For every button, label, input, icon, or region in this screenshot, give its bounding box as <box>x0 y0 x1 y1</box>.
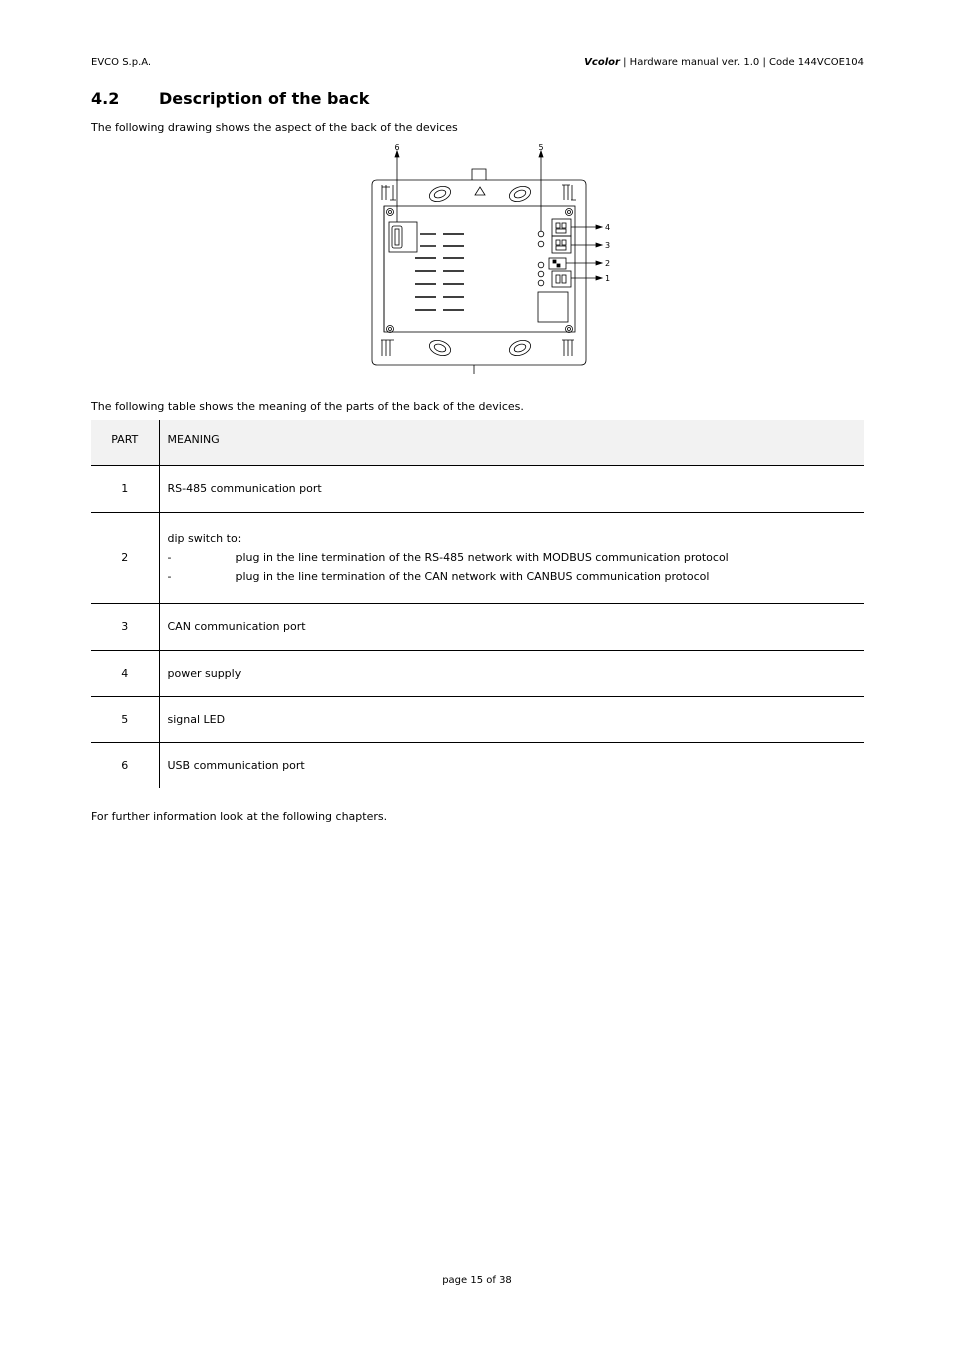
device-back-drawing <box>360 140 620 376</box>
callout-4: 4 <box>605 223 611 232</box>
callout-3: 3 <box>605 241 611 250</box>
part-number: 5 <box>91 696 159 742</box>
closing-text: For further information look at the following chapters. <box>91 810 388 823</box>
table-header-row <box>91 420 864 465</box>
part-meaning: power supply <box>159 650 864 696</box>
table-row <box>91 603 864 650</box>
part-meaning <box>159 512 864 603</box>
part-number: 2 <box>91 512 159 603</box>
header-part: PART <box>91 420 159 465</box>
part-number: 3 <box>91 603 159 650</box>
bullet-text: plug in the line termination of the CAN network with CANBUS communication protocol <box>235 570 710 583</box>
table-row <box>91 742 864 788</box>
dip-switch-bullet <box>168 551 865 564</box>
bullet-dash: - <box>167 570 172 583</box>
callout-6: 6 <box>394 143 400 152</box>
section-number: 4.2 <box>91 89 120 108</box>
callout-1: 1 <box>605 274 611 283</box>
part-meaning: USB communication port <box>159 742 864 788</box>
callout-5: 5 <box>538 143 544 152</box>
part-number: 4 <box>91 650 159 696</box>
table-row <box>91 650 864 696</box>
table-row <box>91 696 864 742</box>
part-meaning: RS-485 communication port <box>159 465 864 512</box>
header-manual-info: | Hardware manual ver. 1.0 | Code 144VCOE104 <box>619 57 864 68</box>
part-number: 1 <box>91 465 159 512</box>
header-company: EVCO S.p.A. <box>91 57 152 68</box>
bullet-dash: - <box>167 551 172 564</box>
section-title: Description of the back <box>159 89 370 108</box>
part-number: 6 <box>91 742 159 788</box>
page-number: page 15 of 38 <box>442 1275 512 1286</box>
table-row <box>91 465 864 512</box>
callout-2: 2 <box>605 259 611 268</box>
part-meaning: signal LED <box>159 696 864 742</box>
table-intro-text: The following table shows the meaning of the parts of the back of the devices. <box>91 400 524 413</box>
dip-switch-intro: dip switch to: <box>167 532 242 545</box>
parts-table <box>91 420 864 788</box>
part-meaning: CAN communication port <box>159 603 864 650</box>
section-heading <box>91 89 369 108</box>
header-meaning: MEANING <box>159 420 864 465</box>
table-row <box>91 512 864 603</box>
bullet-text: plug in the line termination of the RS-485 network with MODBUS communication protocol <box>235 551 729 564</box>
header-product: Vcolor <box>584 57 620 68</box>
dip-switch-bullet <box>168 570 865 583</box>
header-doc-info <box>584 57 864 68</box>
intro-text: The following drawing shows the aspect of the back of the devices <box>91 121 458 134</box>
